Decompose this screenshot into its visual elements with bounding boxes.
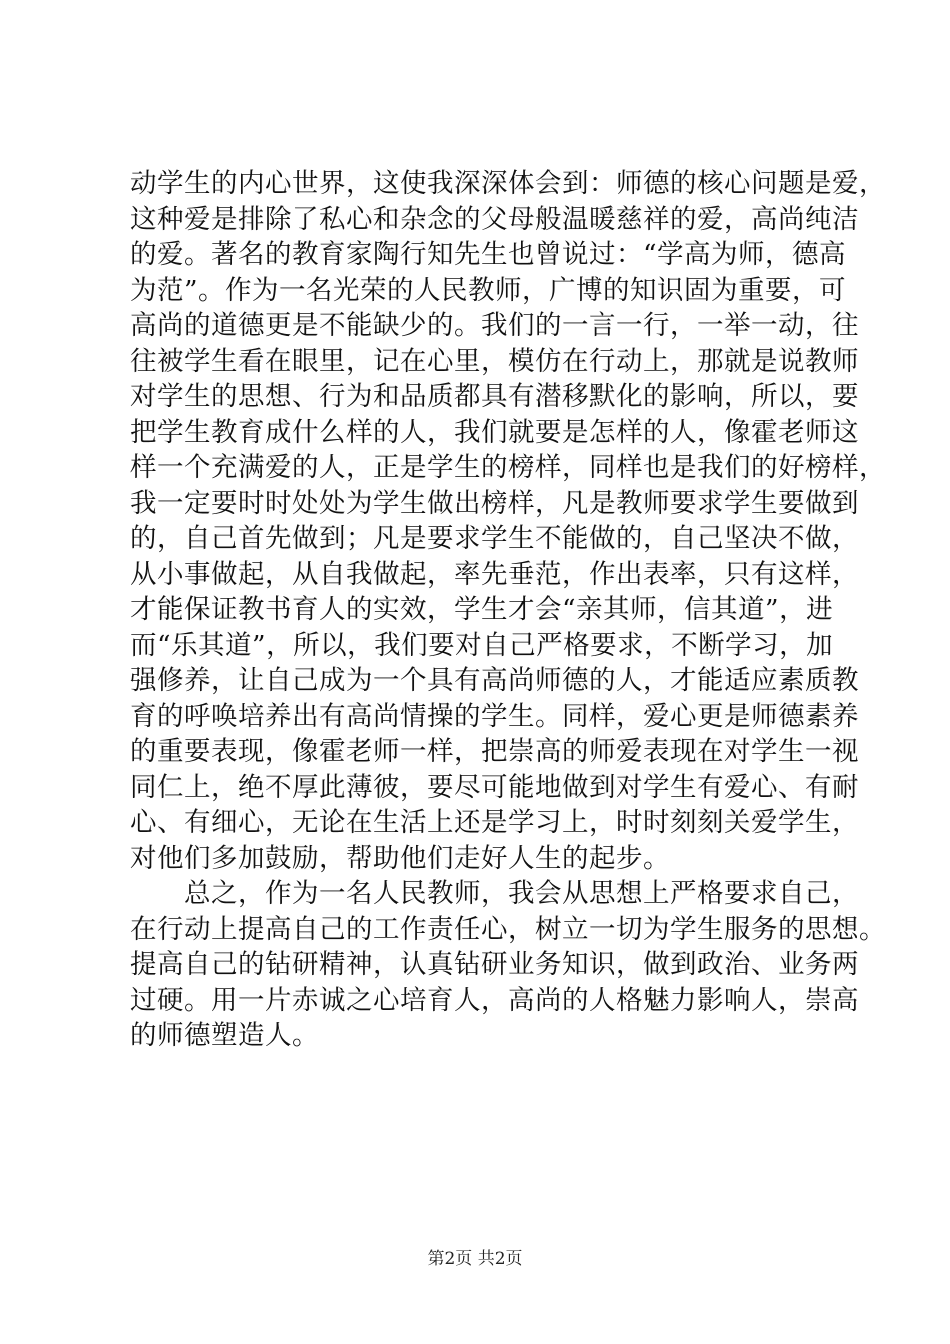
text-line: 的，自己首先做到；凡是要求学生不能做的，自己坚决不做， [130,523,859,554]
text-line: 我一定要时时处处为学生做出榜样，凡是教师要求学生要做到 [130,487,859,519]
text-line: 对他们多加鼓励，帮助他们走好人生的起步。 [130,842,670,874]
page-footer [0,1244,950,1269]
text-line: 过硬。用一片赤诚之心培育人，高尚的人格魅力影响人，崇高 [130,984,859,1016]
body-text [130,166,886,1054]
text-line: 心、有细心，无论在生活上还是学习上，时时刻刻关爱学生， [130,807,859,838]
text-line: 对学生的思想、行为和品质都具有潜移默化的影响，所以，要 [130,381,859,412]
text-line: 把学生教育成什么样的人，我们就要是怎样的人，像霍老师这 [130,416,859,448]
text-line: 的爱。著名的教育家陶行知先生也曾说过：“学高为师，德高 [130,239,847,270]
text-line: 的师德塑造人。 [130,1020,319,1051]
text-line: 动学生的内心世界，这使我深深体会到：师德的核心问题是爱， [130,168,886,199]
text-line: 强修养，让自己成为一个具有高尚师德的人，才能适应素质教 [130,665,859,696]
text-line: 育的呼唤培养出有高尚情操的学生。同样，爱心更是师德素养 [130,700,859,732]
text-line: 这种爱是排除了私心和杂念的父母般温暖慈祥的爱，高尚纯洁 [130,203,859,235]
page-number: 第2页 共2页 [427,1249,523,1269]
text-line: 的重要表现，像霍老师一样，把崇高的师爱表现在对学生一视 [130,736,859,767]
text-line: 在行动上提高自己的工作责任心，树立一切为学生服务的思想。 [130,913,886,945]
text-line: 才能保证教书育人的实效，学生才会“亲其师，信其道”，进 [130,594,834,625]
text-line: 高尚的道德更是不能缺少的。我们的一言一行，一举一动，往 [130,310,859,341]
text-line: 从小事做起，从自我做起，率先垂范，作出表率，只有这样， [130,558,859,590]
text-line: 样一个充满爱的人，正是学生的榜样，同样也是我们的好榜样， [130,452,886,483]
text-line: 往被学生看在眼里，记在心里，模仿在行动上，那就是说教师 [130,345,859,377]
text-line: 提高自己的钻研精神，认真钻研业务知识，做到政治、业务两 [130,949,859,980]
text-line: 而“乐其道”，所以，我们要对自己严格要求，不断学习，加 [130,629,834,661]
text-line: 同仁上，绝不厚此薄彼，要尽可能地做到对学生有爱心、有耐 [130,771,859,803]
text-line: 为范”。作为一名光荣的人民教师，广博的知识固为重要，可 [130,274,847,306]
text-line: 总之，作为一名人民教师，我会从思想上严格要求自己， [130,878,859,909]
